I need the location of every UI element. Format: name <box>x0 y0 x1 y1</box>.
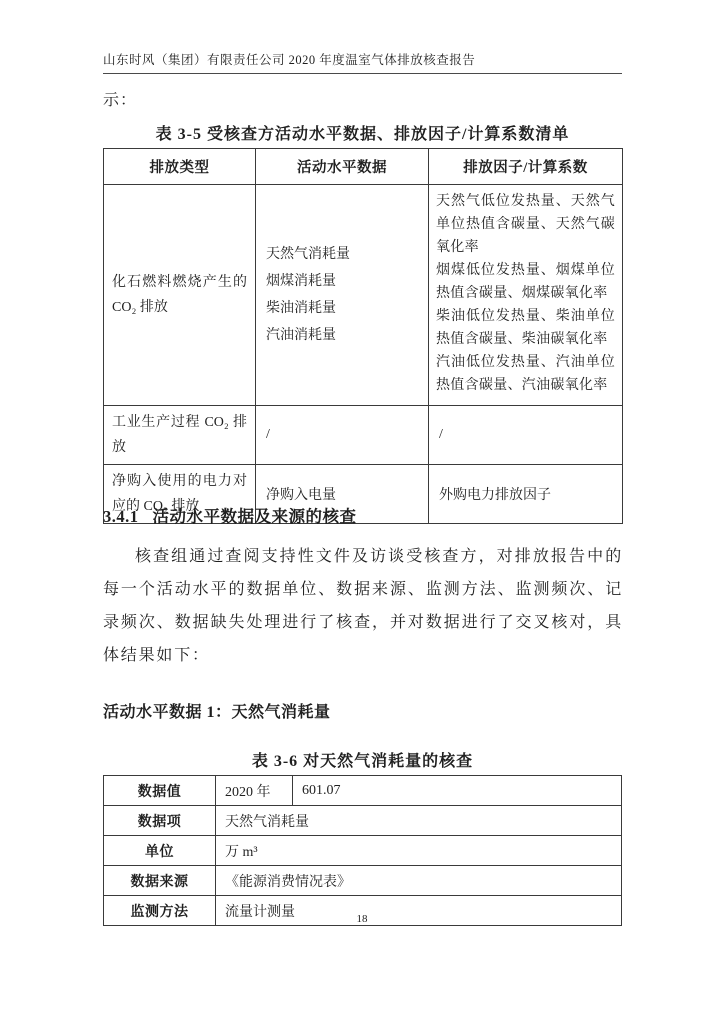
cell-emission-factors: 外购电力排放因子 <box>429 465 623 524</box>
intro-fragment: 示： <box>103 92 138 109</box>
table-3-5-caption: 表 3-5 受核查方活动水平数据、排放因子/计算系数清单 <box>155 126 570 143</box>
factor-item: 天然气低位发热量、天然气单位热值含碳量、天然气碳氧化率 <box>436 194 615 255</box>
cell-emission-type: 工业生产过程 CO₂ 排放 <box>104 406 256 465</box>
table-3-6 <box>103 775 622 926</box>
cell-activity-data <box>256 185 429 406</box>
cell-data-source: 《能源消费情况表》 <box>216 866 622 896</box>
row-label-data-value: 数据值 <box>104 776 216 806</box>
cell-emission-type: 净购入使用的电力对应的 CO₂ 排放 <box>104 465 256 524</box>
cell-monitoring-method: 流量计测量 <box>216 896 622 926</box>
table-3-6-caption: 表 3-6 对天然气消耗量的核查 <box>251 753 474 770</box>
factor-item: 烟煤低位发热量、烟煤单位热值含碳量、烟煤碳氧化率 <box>436 263 615 301</box>
section-heading-3-4-1 <box>103 503 357 527</box>
running-header-title: 山东时风（集团）有限责任公司 2020 年度温室气体排放核查报告 <box>103 53 476 67</box>
cell-year: 2020 年 <box>216 776 293 806</box>
running-header <box>103 50 622 74</box>
cell-data-value: 601.07 <box>293 776 622 806</box>
cell-data-item: 天然气消耗量 <box>216 806 622 836</box>
page-number: 18 <box>356 913 368 925</box>
section-paragraph: 核查组通过查阅支持性文件及访谈受核查方，对排放报告中的每一个活动水平的数据单位、数据来源、监测方法、监测频次、记录频次、数据缺失处理进行了核查，并对数据进行了交叉核对，具体结果如下： <box>103 548 623 664</box>
row-label-unit: 单位 <box>104 836 216 866</box>
cell-activity-data: / <box>256 406 429 465</box>
activity-item: 烟煤消耗量 <box>266 274 336 289</box>
column-header-emission-factor: 排放因子/计算系数 <box>429 149 623 185</box>
table-3-5 <box>103 148 623 524</box>
activity-data-1-subheading: 活动水平数据 1：天然气消耗量 <box>103 704 331 721</box>
factor-item: 汽油低位发热量、汽油单位热值含碳量、汽油碳氧化率 <box>436 355 615 393</box>
table-row <box>104 185 623 406</box>
cell-emission-type: 化石燃料燃烧产生的 CO₂ 排放 <box>104 185 256 406</box>
section-title: 活动水平数据及来源的核查 <box>152 507 357 526</box>
activity-item: 天然气消耗量 <box>266 247 350 262</box>
column-header-emission-type: 排放类型 <box>104 149 256 185</box>
factor-item: 柴油低位发热量、柴油单位热值含碳量、柴油碳氧化率 <box>436 309 615 347</box>
cell-unit: 万 m³ <box>216 836 622 866</box>
cell-emission-factors: / <box>429 406 623 465</box>
section-number: 3.4.1 <box>103 507 139 526</box>
row-label-monitoring-method: 监测方法 <box>104 896 216 926</box>
activity-item: 汽油消耗量 <box>266 328 336 343</box>
table-row <box>104 776 622 806</box>
table-row <box>104 149 623 185</box>
table-row <box>104 836 622 866</box>
table-row <box>104 866 622 896</box>
cell-emission-factors <box>429 185 623 406</box>
table-row <box>104 806 622 836</box>
row-label-data-item: 数据项 <box>104 806 216 836</box>
row-label-data-source: 数据来源 <box>104 866 216 896</box>
cell-activity-data: 净购入电量 <box>256 465 429 524</box>
table-row <box>104 406 623 465</box>
activity-item: 柴油消耗量 <box>266 301 336 316</box>
column-header-activity-data: 活动水平数据 <box>256 149 429 185</box>
